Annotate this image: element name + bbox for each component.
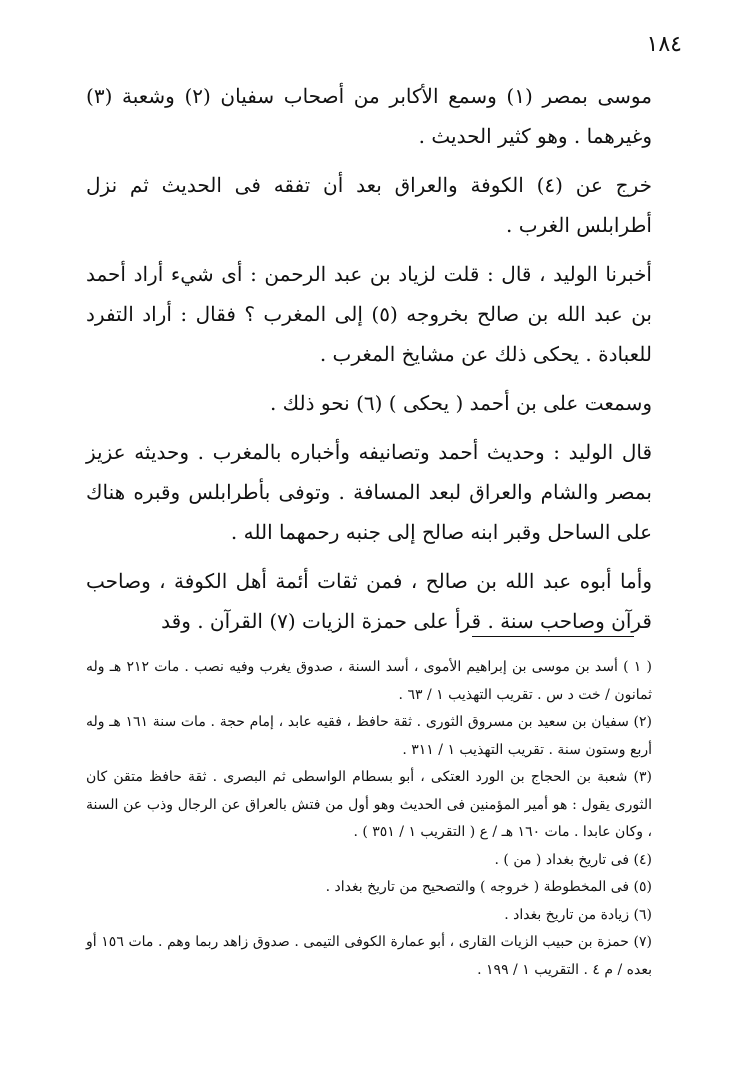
paragraph: موسى بمصر (١) وسمع الأكابر من أصحاب سفيان (٢) وشعبة (٣) وغيرهما . وهو كثير الحديث .: [86, 84, 652, 148]
footnote: (٤) فى تاريخ بغداد ( من ) .: [494, 851, 652, 868]
paragraph: أخبرنا الوليد ، قال : قلت لزياد بن عبد الرحمن : أى شيء أراد أحمد بن عبد الله بن صالح بخروجه (٥) إلى المغرب ؟ فقال : أراد التفرد للعبادة . يحكى ذلك عن مشايخ المغرب .: [86, 262, 652, 366]
footnote: (٦) زيادة من تاريخ بغداد .: [504, 906, 652, 923]
footnote: ( ١ ) أسد بن موسى بن إبراهيم الأموى ، أسد السنة ، صدوق يغرب وفيه نصب . مات ٢١٢ هـ وله ثمانون / خت د س . تقريب التهذيب ١ / ٦٣ .: [86, 659, 652, 703]
footnote: (٧) حمزة بن حبيب الزيات القارى ، أبو عمارة الكوفى التيمى . صدوق زاهد ربما وهم . مات ١٥٦ أو بعده / م ٤ . التقريب ١ / ١٩٩ .: [86, 934, 652, 978]
paragraph: وأما أبوه عبد الله بن صالح ، فمن ثقات أئمة أهل الكوفة ، وصاحب قرآن وصاحب سنة . قرأ على حمزة الزيات (٧) القرآن . وقد: [86, 569, 652, 633]
paragraph: خرج عن (٤) الكوفة والعراق بعد أن تفقه فى الحديث ثم نزل أطرابلس الغرب .: [86, 173, 652, 237]
paragraph: قال الوليد : وحديث أحمد وتصانيفه وأخباره بالمغرب . وحديثه عزيز بمصر والشام والعراق لبعد المسافة . وتوفى بأطرابلس وقبره هناك على الساحل وقبر ابنه صالح إلى جنبه رحمهما الله .: [86, 440, 652, 544]
footnote: (٥) فى المخطوطة ( خروجه ) والتصحيح من تاريخ بغداد .: [325, 879, 652, 895]
page-number: ١٨٤: [646, 32, 682, 57]
footnotes: [86, 654, 652, 984]
footnote-divider: [472, 636, 634, 637]
main-text: [86, 76, 652, 650]
footnote: (٢) سفيان بن سعيد بن مسروق الثورى . ثقة حافظ ، فقيه عابد ، إمام حجة . مات سنة ١٦١ هـ وله أربع وستون سنة . تقريب التهذيب ١ / ٣١١ .: [86, 714, 652, 758]
footnote: (٣) شعبة بن الحجاج بن الورد العتكى ، أبو بسطام الواسطى ثم البصرى . ثقة حافظ متقن كان الثورى يقول : هو أمير المؤمنين فى الحديث وهو أول من فتش بالعراق عن الرجال وذب عن السنة ، وكان عابدا . مات ١٦٠ هـ / ع ( التقريب ١ / ٣٥١ ) .: [86, 769, 652, 840]
paragraph: وسمعت على بن أحمد ( يحكى ) (٦) نحو ذلك .: [269, 391, 652, 415]
